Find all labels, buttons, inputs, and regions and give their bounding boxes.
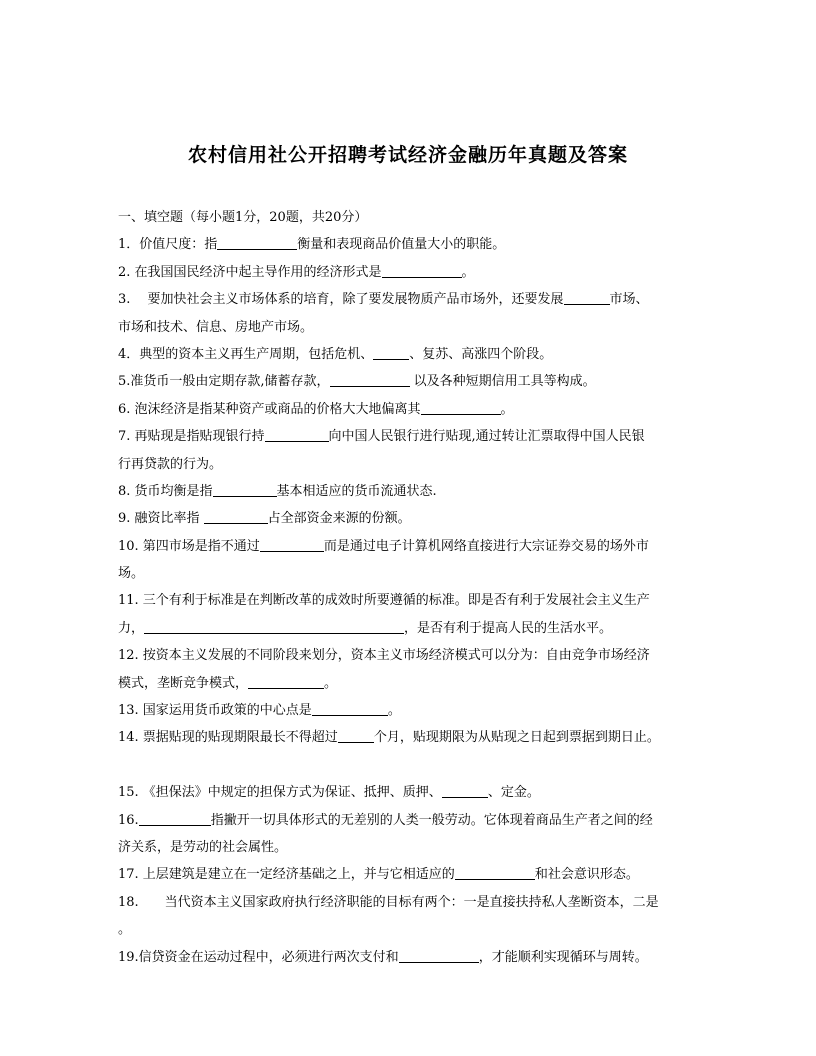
question-1: 1．价值尺度：指 衡量和表现商品价值量大小的职能。 <box>118 237 506 253</box>
question-2: 2. 在我国国民经济中起主导作用的经济形式是 。 <box>118 264 475 280</box>
question-10-cont: 场。 <box>118 566 145 582</box>
answer-blank[interactable] <box>217 235 297 250</box>
question-16-cont: 济关系，是劳动的社会属性。 <box>118 839 288 855</box>
question-19: 19.信贷资金在运动过程中，必须进行两次支付和 ，才能顺利实现循环与周转。 <box>118 949 648 965</box>
answer-blank[interactable] <box>312 701 388 716</box>
question-3-cont: 市场和技术、信息、房地产市场。 <box>118 319 314 335</box>
answer-blank[interactable] <box>421 400 501 415</box>
question-11-cont: 力， ，是否有利于提高人民的生活水平。 <box>118 620 613 636</box>
page-title: 农村信用社公开招聘考试经济金融历年真题及答案 <box>187 144 628 166</box>
question-7-cont: 行再贷款的行为。 <box>118 456 223 472</box>
answer-blank[interactable] <box>373 345 409 360</box>
question-3: 3. 要加快社会主义市场体系的培育，除了要发展物质产品市场外，还要发展 市场、 <box>118 292 649 308</box>
question-10: 10. 第四市场是指不通过 而是通过电子计算机网络直接进行大宗证券交易的场外市 <box>118 538 649 554</box>
question-9: 9. 融资比率指 占全部资金来源的份额。 <box>118 511 411 527</box>
answer-blank[interactable] <box>564 290 610 305</box>
question-list <box>118 204 698 971</box>
question-14: 14. 票据贴现的贴现期限最长不得超过 个月，贴现期限为从贴现之日起到票据到期日止。 <box>118 730 660 746</box>
question-12-cont: 模式，垄断竞争模式， 。 <box>118 675 338 691</box>
answer-blank[interactable] <box>330 372 410 387</box>
question-16: 16. 指撇开一切具体形式的无差别的人类一般劳动。它体现着商品生产者之间的经 <box>118 812 653 828</box>
question-18-cont: 。 <box>118 922 132 938</box>
answer-blank[interactable] <box>382 263 462 278</box>
question-17: 17. 上层建筑是建立在一定经济基础之上，并与它相适应的 和社会意识形态。 <box>118 867 639 883</box>
answer-blank[interactable] <box>139 811 211 826</box>
question-15: 15. 《担保法》中规定的担保方式为保证、抵押、质押、 、定金。 <box>118 785 540 801</box>
question-5: 5.准货币一般由定期存款,储蓄存款， 以及各种短期信用工具等构成。 <box>118 374 596 390</box>
question-4: 4．典型的资本主义再生产周期，包括危机、 、复苏、高涨四个阶段。 <box>118 346 553 362</box>
question-11: 11. 三个有利于标准是在判断改革的成效时所要遵循的标准。即是否有利于发展社会主义生产 <box>118 593 650 609</box>
answer-blank[interactable] <box>455 865 535 880</box>
answer-blank[interactable] <box>144 619 404 634</box>
question-12: 12. 按资本主义发展的不同阶段来划分，资本主义市场经济模式可以分为：自由竞争市场经济 <box>118 648 650 664</box>
question-8: 8. 货币均衡是指 基本相适应的货币流通状态. <box>118 483 437 499</box>
answer-blank[interactable] <box>204 509 268 524</box>
answer-blank[interactable] <box>338 728 374 743</box>
question-7: 7. 再贴现是指贴现银行持 向中国人民银行进行贴现,通过转让汇票取得中国人民银 <box>118 429 645 445</box>
spacer <box>118 752 698 779</box>
question-18: 18. 当代资本主义国家政府执行经济职能的目标有两个：一是直接扶持私人垄断资本，二是 <box>118 894 659 910</box>
section-heading: 一、填空题（每小题1分，20题，共20分） <box>118 210 368 225</box>
answer-blank[interactable] <box>260 537 324 552</box>
answer-blank[interactable] <box>399 948 479 963</box>
question-6: 6. 泡沫经济是指某种资产或商品的价格大大地偏离其 。 <box>118 401 514 417</box>
question-13: 13. 国家运用货币政策的中心点是 。 <box>118 703 401 719</box>
answer-blank[interactable] <box>213 482 277 497</box>
answer-blank[interactable] <box>442 783 488 798</box>
answer-blank[interactable] <box>265 427 329 442</box>
answer-blank[interactable] <box>248 674 324 689</box>
